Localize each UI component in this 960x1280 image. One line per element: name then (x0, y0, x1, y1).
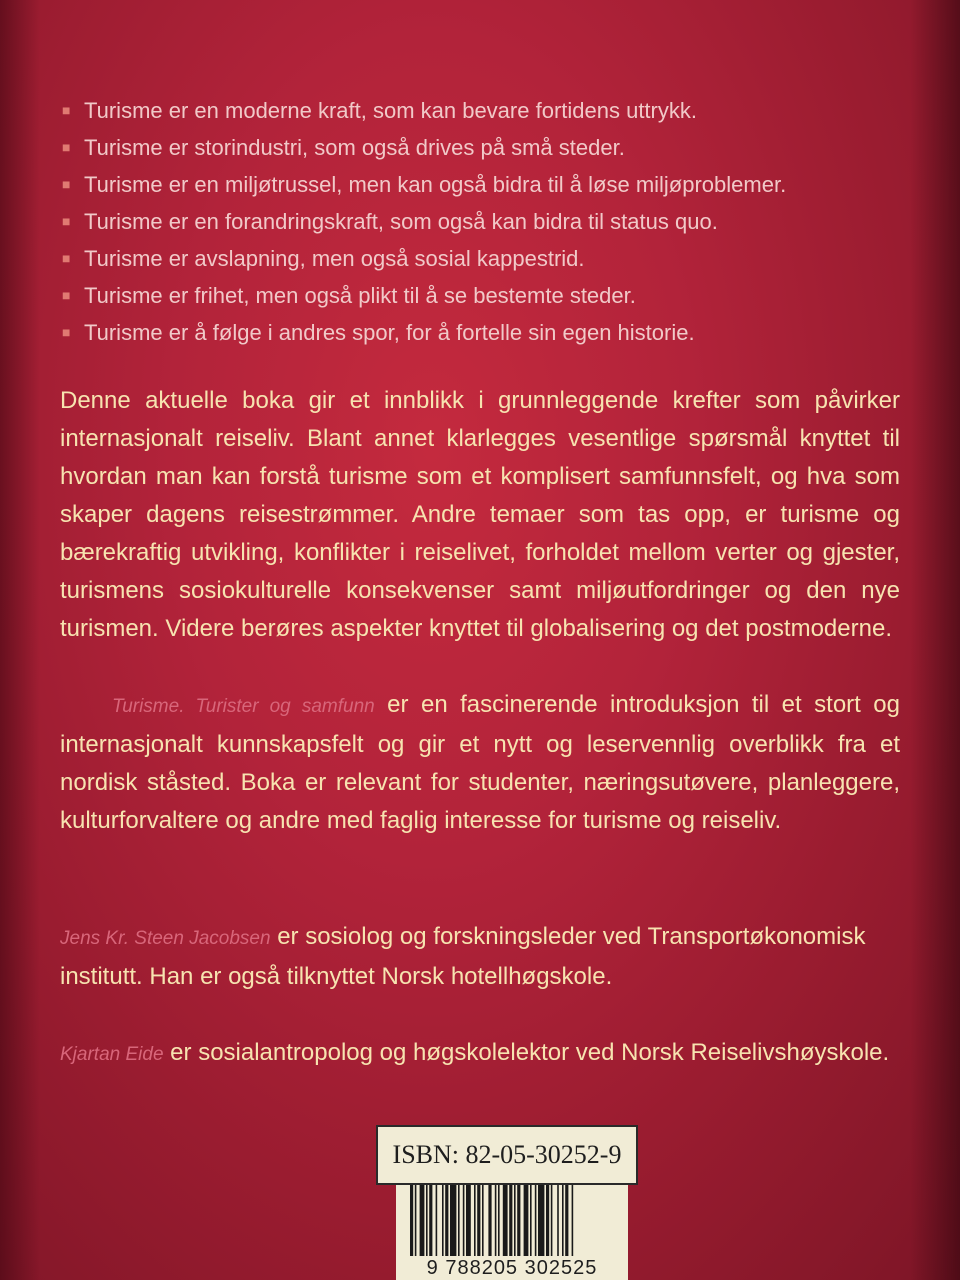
barcode-bar (538, 1185, 544, 1256)
barcode-bar (445, 1185, 448, 1256)
barcode-bar (415, 1185, 417, 1256)
barcode-bar (410, 1185, 413, 1256)
barcode-bar (565, 1185, 568, 1256)
barcode-bar (557, 1185, 559, 1256)
author-name-2: Kjartan Eide (60, 1044, 164, 1065)
barcode-bar (546, 1185, 549, 1256)
barcode-bar (517, 1185, 520, 1256)
bullet-text: Turisme er avslapning, men også sosial kappestrid. (84, 246, 585, 271)
barcode-bar (562, 1185, 564, 1256)
author-name-1: Jens Kr. Steen Jacobsen (60, 928, 271, 949)
bullet-list (62, 92, 922, 351)
author-bio-text-1: er sosiolog og forskningsleder ved Transportøkonomisk institutt. Han er også tilknyttet Norsk hotellhøgskole. (60, 923, 866, 990)
bullet-icon: ■ (62, 102, 71, 118)
author-bio-text-2: er sosialantropolog og høgskolelektor ved Norsk Reiselivshøyskole. (163, 1039, 890, 1066)
bullet-icon: ■ (62, 176, 71, 192)
bullet-text: Turisme er en miljøtrussel, men kan også bidra til å løse miljøproblemer. (84, 172, 787, 197)
barcode-bar (474, 1185, 476, 1256)
book-title-inline: Turisme. Turister og samfunn (112, 696, 375, 717)
barcode-bar (495, 1185, 497, 1256)
barcode-bar (551, 1185, 553, 1256)
bullet-item (62, 277, 922, 314)
barcode-digits: 9 788205 302525 (396, 1256, 628, 1280)
barcode-bar (429, 1185, 432, 1256)
description-paragraph-1: Denne aktuelle boka gir et innblikk i grunnleggende krefter som påvirker internasjonalt reiseliv. Blant annet klarlegges vesentlige spørsmål knyttet til hvordan man kan forstå turisme som et komplisert samfunnsfelt, og hva som skaper dagens reisestrømmer. Andre temaer som tas opp, er turisme og bærekraftig utvikling, konflikter i reiselivet, forholdet mellom verter og gjester, turismens sosiokulturelle konsekvenser samt miljøutfordringer og den nye turismen. Videre berøres aspekter knyttet til globalisering og det postmoderne. (60, 387, 900, 642)
bullet-item (62, 92, 922, 129)
barcode-bar (514, 1185, 516, 1256)
description-paragraph-2 (60, 686, 900, 840)
barcode-bar (477, 1185, 480, 1256)
barcode-bar (488, 1185, 491, 1256)
bullet-icon: ■ (62, 287, 71, 303)
barcode-bar (420, 1185, 425, 1256)
barcode-bar (442, 1185, 444, 1256)
bullet-item (62, 166, 922, 203)
barcode-bar (458, 1185, 460, 1256)
barcode-bar (466, 1185, 471, 1256)
bullet-item (62, 129, 922, 166)
description-paragraph-2-text: er en fascinerende introduksjon til et stort og internasjonalt kunnskapsfelt og gir et nytt og leservennlig overblikk fra et nordisk ståsted. Boka er relevant for studenter, næringsutøvere, planleggere, kulturforvaltere og andre med faglig interesse for turisme og reiseliv. (60, 691, 901, 834)
author-bio-1 (60, 918, 900, 996)
barcode (396, 1185, 628, 1280)
bullet-text: Turisme er en moderne kraft, som kan bevare fortidens uttrykk. (84, 98, 697, 123)
left-edge-shadow (0, 0, 40, 1280)
bullet-icon: ■ (62, 250, 71, 266)
barcode-bar (498, 1185, 500, 1256)
bullet-icon: ■ (62, 213, 71, 229)
bullet-text: Turisme er en forandringskraft, som også kan bidra til status quo. (84, 209, 718, 234)
barcode-bar (482, 1185, 484, 1256)
bullet-item (62, 314, 922, 351)
barcode-bar (426, 1185, 428, 1256)
bullet-icon: ■ (62, 324, 71, 340)
barcode-bars-icon (396, 1185, 628, 1256)
barcode-bar (436, 1185, 438, 1256)
barcode-bar (572, 1185, 574, 1256)
barcode-bar (503, 1185, 508, 1256)
bullet-icon: ■ (62, 139, 71, 155)
bullet-item (62, 240, 922, 277)
barcode-bar (450, 1185, 456, 1256)
bullet-text: Turisme er frihet, men også plikt til å se bestemte steder. (84, 283, 636, 308)
barcode-bar (535, 1185, 537, 1256)
barcode-bar (524, 1185, 529, 1256)
isbn-label: ISBN: 82-05-30252-9 (376, 1125, 638, 1185)
bullet-text: Turisme er å følge i andres spor, for å fortelle sin egen historie. (84, 320, 695, 345)
barcode-bar (509, 1185, 512, 1256)
bullet-text: Turisme er storindustri, som også drives på små steder. (84, 135, 625, 160)
author-bio-2 (60, 1034, 900, 1074)
barcode-bar (530, 1185, 532, 1256)
barcode-bar (463, 1185, 465, 1256)
bullet-item (62, 203, 922, 240)
